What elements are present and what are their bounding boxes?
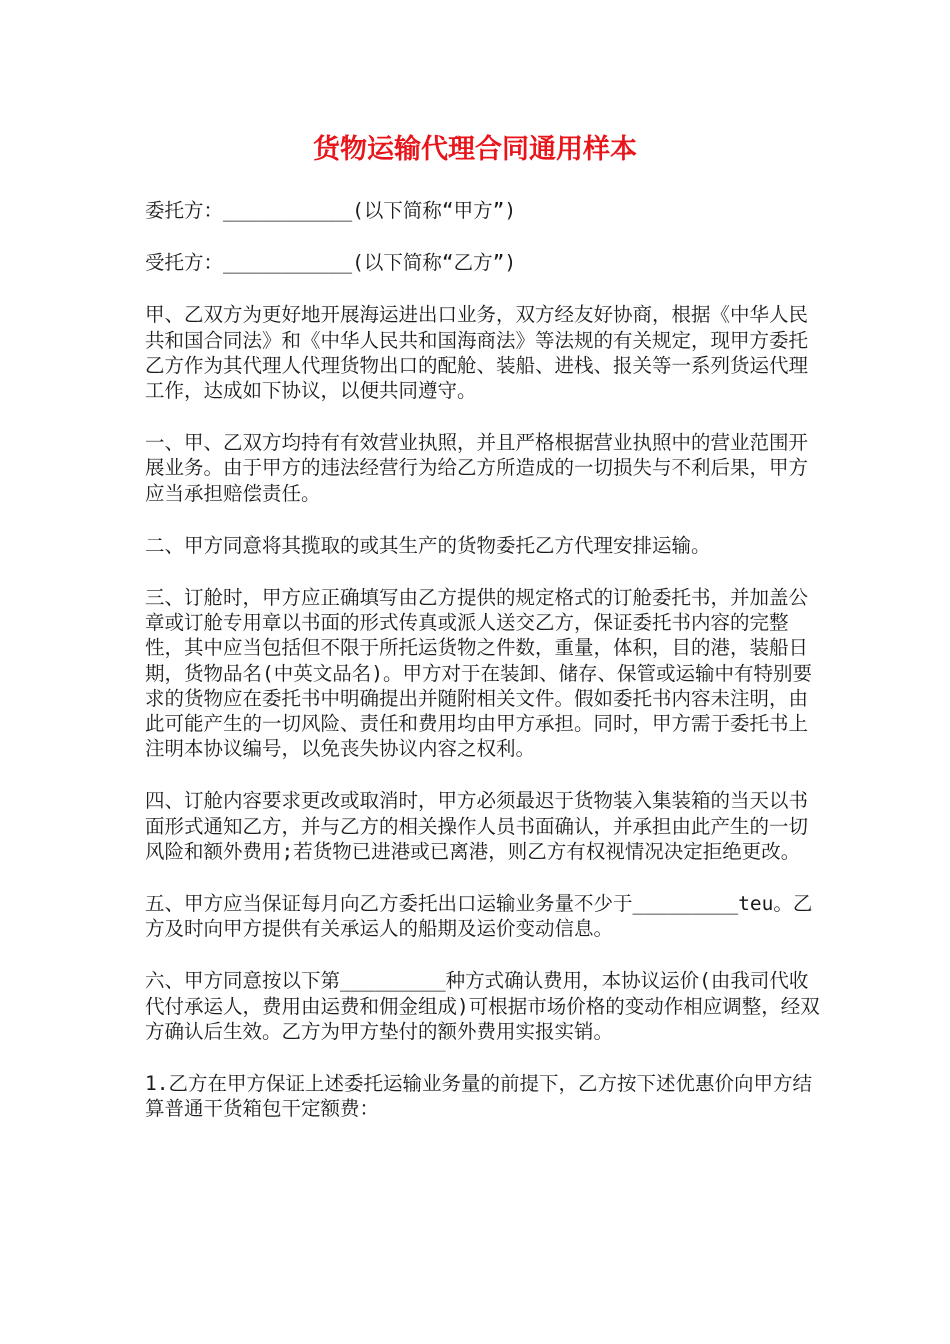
party-a-line: 委托方：___________(以下简称“甲方”) [145,199,517,222]
clause-6-item-1-paragraph: 1.乙方在甲方保证上述委托运输业务量的前提下，乙方按下述优惠价向甲方结算普通干货箱包干定额费： [145,1072,812,1121]
preamble-paragraph: 甲、乙双方为更好地开展海运进出口业务，双方经友好协商，根据《中华人民共和国合同法》和《中华人民共和国海商法》等法规的有关规定，现甲方委托乙方作为其代理人代理货物出口的配舱、装船、进栈、报关等一系列货运代理工作，达成如下协议，以便共同遵守。 [145,303,809,403]
clause-5-paragraph: 五、甲方应当保证每月向乙方委托出口运输业务量不少于_________teu。乙方及时向甲方提供有关承运人的船期及运价变动信息。 [145,892,813,941]
clause-6-paragraph: 六、甲方同意按以下第_________种方式确认费用，本协议运价(由我司代收代付承运人，费用由运费和佣金组成)可根据市场价格的变动作相应调整，经双方确认后生效。乙方为甲方垫付的额外费用实报实销。 [145,969,820,1043]
clause-3-paragraph: 三、订舱时，甲方应正确填写由乙方提供的规定格式的订舱委托书，并加盖公章或订舱专用章以书面的形式传真或派人送交乙方，保证委托书内容的完整性，其中应当包括但不限于所托运货物之件数，重量，体积，目的港，装船日期，货物品名(中英文品名)。甲方对于在装卸、储存、保管或运输中有特别要求的货物应在委托书中明确提出并随附相关文件。假如委托书内容未注明，由此可能产生的一切风险、责任和费用均由甲方承担。同时，甲方需于委托书上注明本协议编号，以免丧失协议内容之权利。 [145,586,812,761]
clause-2-paragraph: 二、甲方同意将其揽取的或其生产的货物委托乙方代理安排运输。 [145,533,711,557]
party-b-line: 受托方：___________(以下简称“乙方”) [145,251,517,275]
clause-4-paragraph: 四、订舱内容要求更改或取消时，甲方必须最迟于货物装入集装箱的当天以书面形式通知乙方，并与乙方的相关操作人员书面确认，并承担由此产生的一切风险和额外费用;若货物已进港或已离港，则乙方有权视情况决定拒绝更改。 [145,789,809,863]
document-title: 货物运输代理合同通用样本 [313,134,637,165]
clause-1-paragraph: 一、甲、乙双方均持有有效营业执照，并且严格根据营业执照中的营业范围开展业务。由于甲方的违法经营行为给乙方所造成的一切损失与不利后果，甲方应当承担赔偿责任。 [145,431,809,505]
document-body [145,198,820,1148]
